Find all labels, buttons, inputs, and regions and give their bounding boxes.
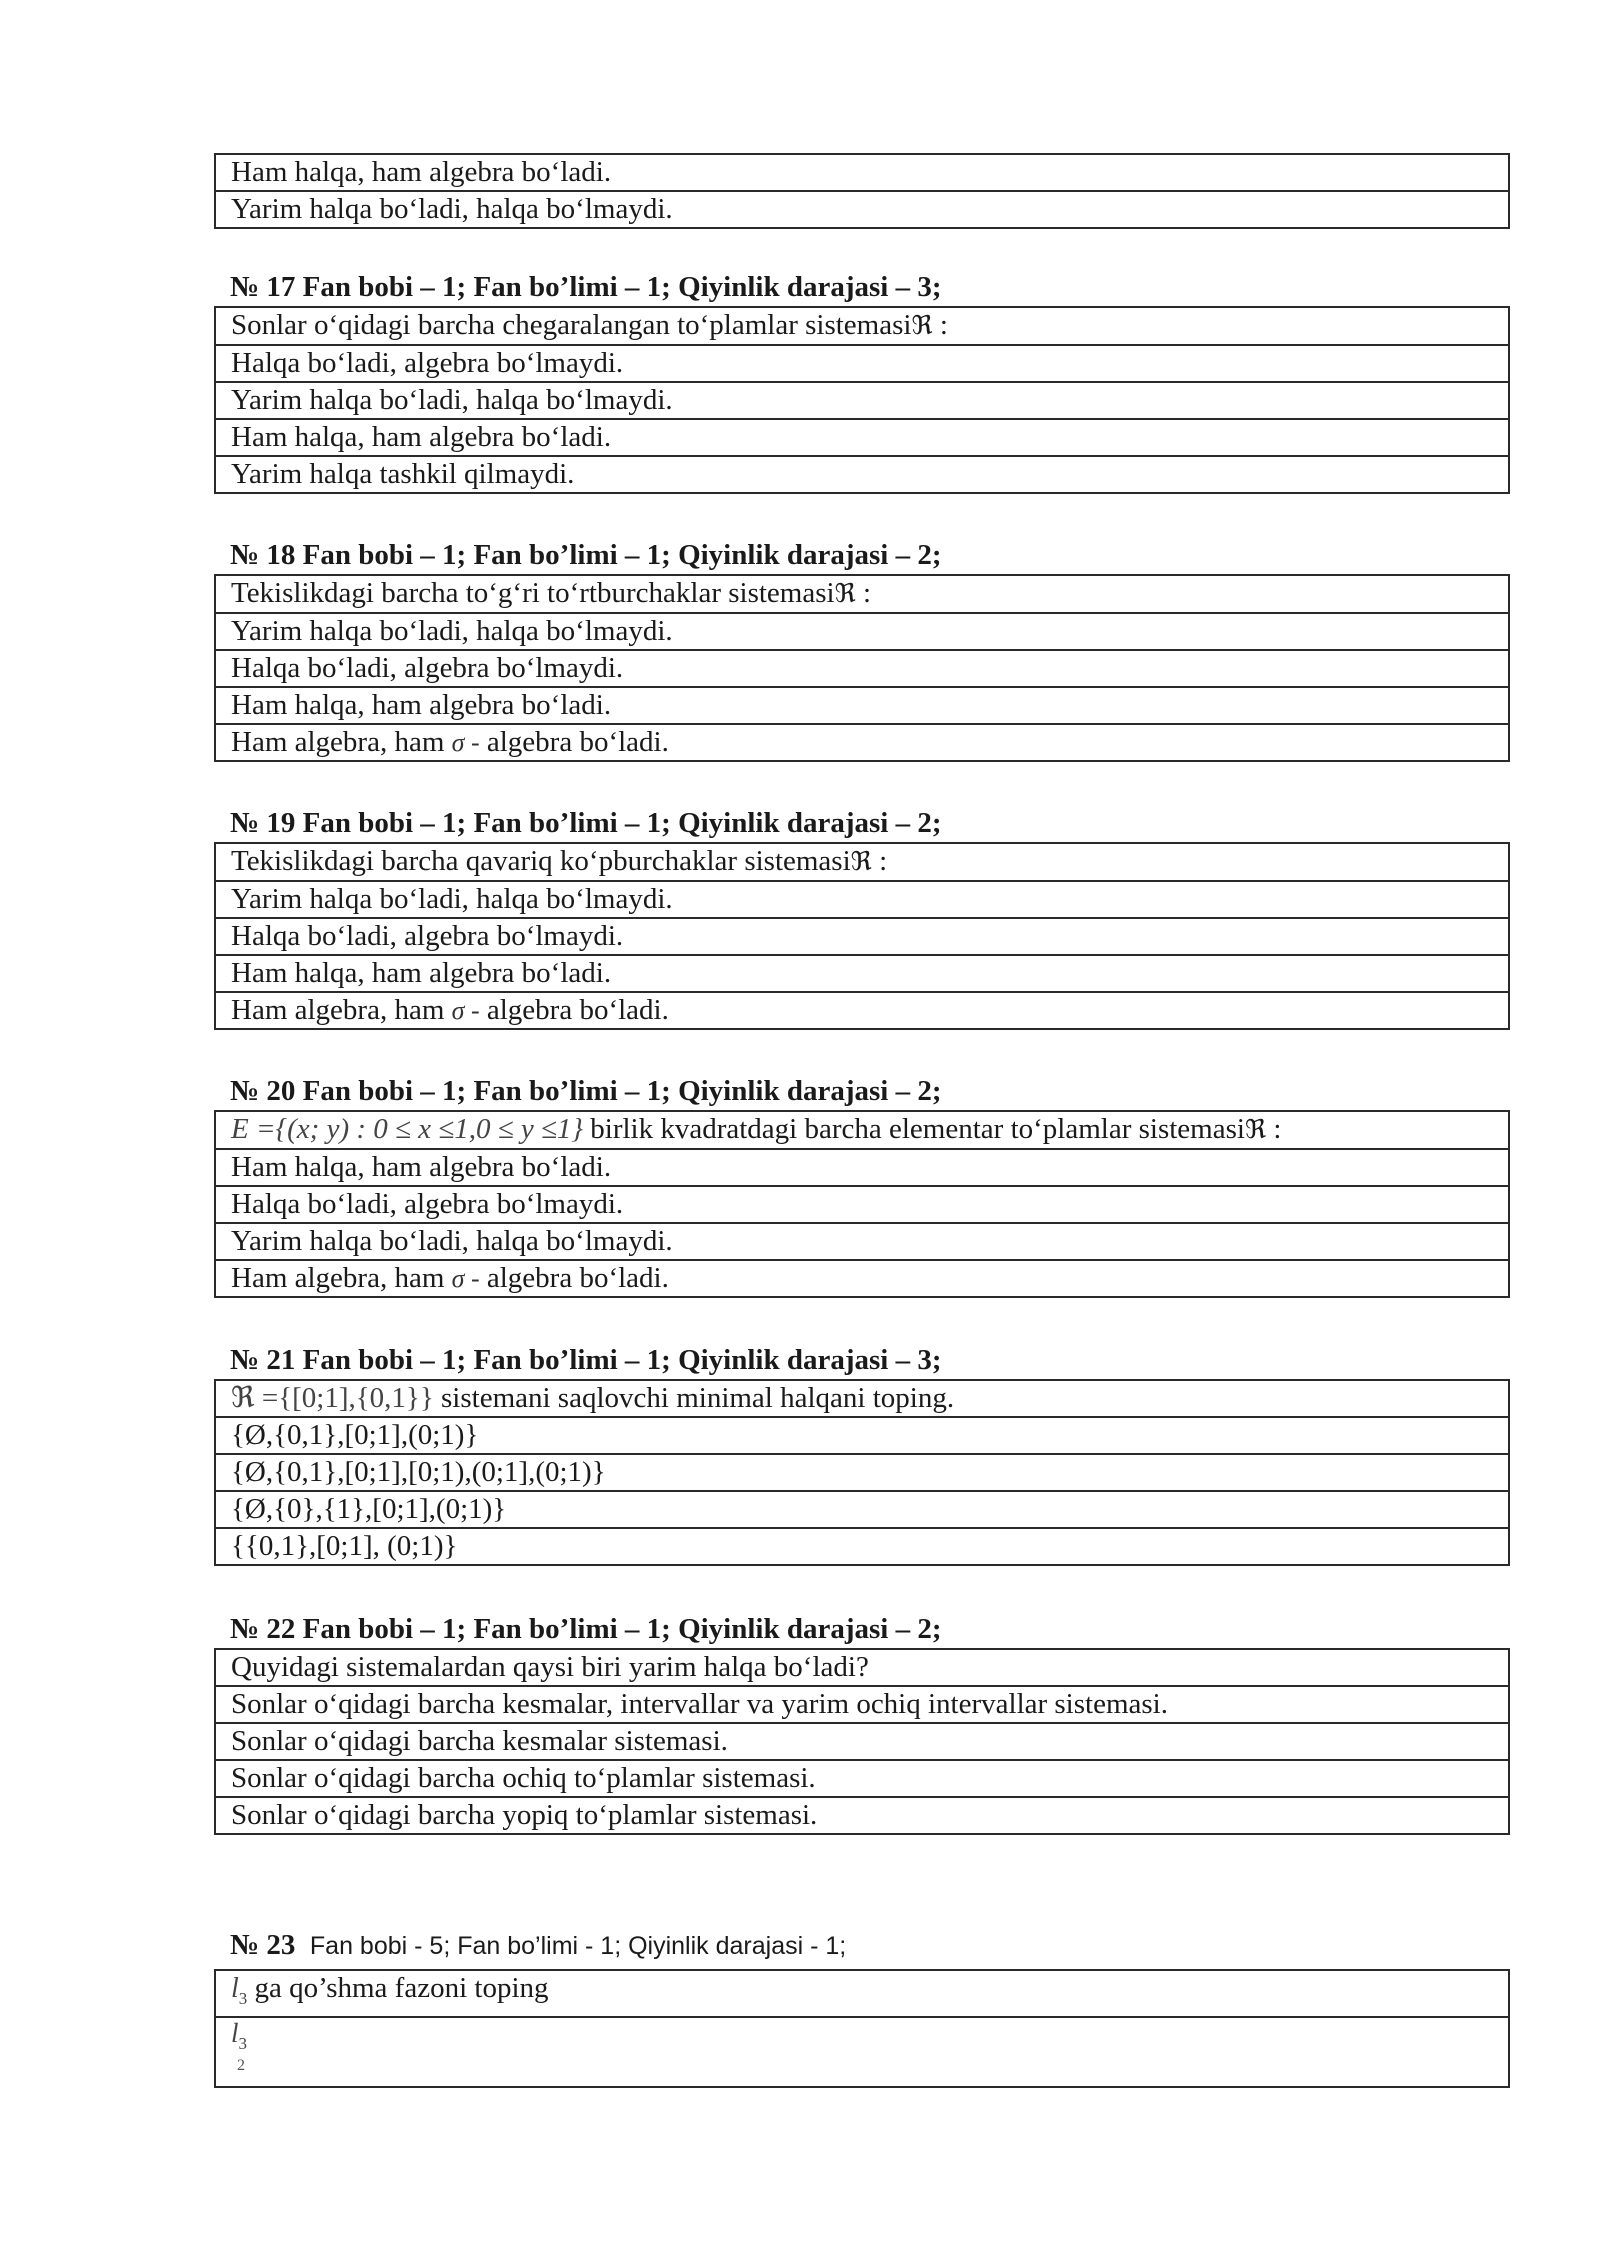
- question-number: № 23: [230, 1929, 296, 1961]
- answer-text: Ham algebra, ham: [231, 994, 445, 1026]
- answer-row[interactable]: [215, 1797, 1509, 1834]
- answer-text: Sonlar o‘qidagi barcha yopiq to‘plamlar sistemasi.: [215, 1797, 1509, 1834]
- answer-text: Yarim halqa tashkil qilmaydi.: [215, 456, 1509, 493]
- sigma-symbol: σ -: [451, 996, 480, 1025]
- question-text: sistemani saqlovchi minimal halqani toping.: [441, 1382, 955, 1414]
- answer-text: Halqa bo‘ladi, algebra bo‘lmaydi.: [215, 1186, 1509, 1223]
- frak-r-symbol: ℜ: [850, 847, 872, 877]
- answer-row[interactable]: [215, 724, 1509, 761]
- answer-text: Sonlar o‘qidagi barcha kesmalar sistemasi.: [215, 1723, 1509, 1760]
- question-table: [214, 574, 1510, 762]
- question-table: [214, 1648, 1510, 1835]
- answer-subscript-2: 2: [237, 2057, 245, 2074]
- answer-row[interactable]: [215, 1723, 1509, 1760]
- answer-row[interactable]: [215, 1260, 1509, 1297]
- question-table: [214, 1110, 1510, 1298]
- answer-row[interactable]: [215, 191, 1509, 228]
- q16-continuation: [214, 153, 1510, 229]
- answer-text: Yarim halqa bo‘ladi, halqa bo‘lmaydi.: [215, 613, 1509, 650]
- question-row: [215, 843, 1509, 881]
- answer-text: Yarim halqa bo‘ladi, halqa bo‘lmaydi.: [215, 1223, 1509, 1260]
- question-heading: № 17 Fan bobi – 1; Fan bo’limi – 1; Qiyinlik darajasi – 3;: [230, 271, 942, 303]
- answer-row[interactable]: [215, 345, 1509, 382]
- question-row: [215, 307, 1509, 345]
- answer-text: Ham halqa, ham algebra bo‘ladi.: [215, 955, 1509, 992]
- colon: :: [1273, 1113, 1282, 1145]
- answer-row[interactable]: [215, 918, 1509, 955]
- answer-text: {Ø,{0,1},[0;1],[0;1),(0;1],(0;1)}: [215, 1454, 1509, 1491]
- question-text: ga qo’shma fazoni toping: [254, 1972, 549, 2004]
- question-heading: № 20 Fan bobi – 1; Fan bo’limi – 1; Qiyinlik darajasi – 2;: [230, 1075, 942, 1107]
- answer-row[interactable]: [215, 992, 1509, 1029]
- l3-symbol: $l_3$: [231, 1973, 248, 2008]
- question-row: [215, 1111, 1509, 1149]
- question-19: [214, 806, 1510, 1030]
- answer-row[interactable]: [215, 1454, 1509, 1491]
- question-heading: № 19 Fan bobi – 1; Fan bo’limi – 1; Qiyinlik darajasi – 2;: [230, 807, 942, 839]
- answer-row[interactable]: [215, 1417, 1509, 1454]
- colon: :: [879, 845, 888, 877]
- answer-row[interactable]: [215, 1186, 1509, 1223]
- answer-text: Ham halqa, ham algebra bo‘ladi.: [215, 1149, 1509, 1186]
- answer-row[interactable]: [215, 1760, 1509, 1797]
- sigma-symbol: σ -: [451, 1264, 480, 1293]
- answer-text: {Ø,{0,1},[0;1],(0;1)}: [215, 1417, 1509, 1454]
- answer-row[interactable]: [215, 1686, 1509, 1723]
- question-row: [215, 1970, 1509, 2017]
- frak-r-symbol: ℜ: [1244, 1115, 1267, 1145]
- question-table: [214, 842, 1510, 1030]
- answer-text: algebra bo‘ladi.: [486, 726, 669, 758]
- colon: :: [939, 309, 948, 341]
- answer-row[interactable]: [215, 955, 1509, 992]
- frak-r-symbol: ℜ: [911, 311, 933, 341]
- question-17: [214, 270, 1510, 494]
- question-heading: № 21 Fan bobi – 1; Fan bo’limi – 1; Qiyinlik darajasi – 3;: [230, 1344, 942, 1376]
- answer-row[interactable]: [215, 687, 1509, 724]
- answer-text: Ham halqa, ham algebra bo‘ladi.: [215, 687, 1509, 724]
- question-table: [214, 306, 1510, 494]
- answer-row[interactable]: [215, 419, 1509, 456]
- answer-row[interactable]: [215, 154, 1509, 191]
- question-text: Tekislikdagi barcha to‘g‘ri to‘rtburchaklar sistemasi: [231, 577, 835, 609]
- answer-text: Halqa bo‘ladi, algebra bo‘lmaydi.: [215, 345, 1509, 382]
- answer-row[interactable]: [215, 650, 1509, 687]
- question-23: [214, 1928, 1510, 2088]
- answer-text: algebra bo‘ladi.: [486, 994, 669, 1026]
- sigma-symbol: σ -: [451, 728, 480, 757]
- question-heading: [230, 1928, 1510, 1963]
- answer-text: Yarim halqa bo‘ladi, halqa bo‘lmaydi.: [215, 191, 1509, 228]
- answer-text: Yarim halqa bo‘ladi, halqa bo‘lmaydi.: [215, 881, 1509, 918]
- answer-text: Halqa bo‘ladi, algebra bo‘lmaydi.: [215, 918, 1509, 955]
- question-20: [214, 1074, 1510, 1298]
- answer-text: {{0,1},[0;1], (0;1)}: [215, 1528, 1509, 1565]
- answer-row[interactable]: [215, 613, 1509, 650]
- question-text: Quyidagi sistemalardan qaysi biri yarim halqa bo‘ladi?: [215, 1649, 1509, 1686]
- answer-text: Ham halqa, ham algebra bo‘ladi.: [215, 419, 1509, 456]
- answer-text: Yarim halqa bo‘ladi, halqa bo‘lmaydi.: [215, 382, 1509, 419]
- answer-text: Halqa bo‘ladi, algebra bo‘lmaydi.: [215, 650, 1509, 687]
- question-heading: № 22 Fan bobi – 1; Fan bo’limi – 1; Qiyinlik darajasi – 2;: [230, 1613, 942, 1645]
- question-21: [214, 1343, 1510, 1566]
- question-row: [215, 575, 1509, 613]
- question-text: Sonlar o‘qidagi barcha chegaralangan to‘plamlar sistemasi: [231, 309, 912, 341]
- answer-row[interactable]: [215, 1491, 1509, 1528]
- answer-row[interactable]: [215, 2017, 1509, 2087]
- answer-row[interactable]: [215, 456, 1509, 493]
- question-meta: Fan bobi - 5; Fan bo’limi - 1; Qiyinlik darajasi - 1;: [309, 1932, 847, 1960]
- question-row: [215, 1649, 1509, 1686]
- question-text: birlik kvadratdagi barcha elementar to‘plamlar sistemasi: [590, 1113, 1245, 1145]
- colon: :: [862, 577, 872, 609]
- formula-r-system: ℜ ={[0;1],{0,1}}: [231, 1382, 434, 1414]
- answer-row[interactable]: [215, 881, 1509, 918]
- answer-text: Sonlar o‘qidagi barcha kesmalar, intervallar va yarim ochiq intervallar sistemasi.: [215, 1686, 1509, 1723]
- answer-text: {Ø,{0},{1},[0;1],(0;1)}: [215, 1491, 1509, 1528]
- answer-text: Sonlar o‘qidagi barcha ochiq to‘plamlar sistemasi.: [215, 1760, 1509, 1797]
- question-table: [214, 1379, 1510, 1566]
- q16-answers-table: [214, 153, 1510, 229]
- answer-row[interactable]: [215, 1223, 1509, 1260]
- question-22: [214, 1612, 1510, 1835]
- question-18: [214, 538, 1510, 762]
- answer-row[interactable]: [215, 1149, 1509, 1186]
- answer-text: algebra bo‘ladi.: [486, 1262, 669, 1294]
- question-table: [214, 1969, 1510, 2088]
- answer-text: Ham halqa, ham algebra bo‘ladi.: [215, 154, 1509, 191]
- formula-e-set: E ={(x; y) : 0 ≤ x ≤1,0 ≤ y ≤1}: [231, 1113, 584, 1145]
- question-row: [215, 1380, 1509, 1417]
- answer-row[interactable]: [215, 382, 1509, 419]
- frak-r-symbol: ℜ: [834, 579, 856, 609]
- answer-text: Ham algebra, ham: [231, 726, 445, 758]
- question-heading: № 18 Fan bobi – 1; Fan bo’limi – 1; Qiyinlik darajasi – 2;: [230, 539, 942, 571]
- answer-l3-symbol: $l_3$: [231, 2018, 248, 2053]
- answer-text: Ham algebra, ham: [231, 1262, 445, 1294]
- answer-row[interactable]: [215, 1528, 1509, 1565]
- question-text: Tekislikdagi barcha qavariq ko‘pburchaklar sistemasi: [231, 845, 851, 877]
